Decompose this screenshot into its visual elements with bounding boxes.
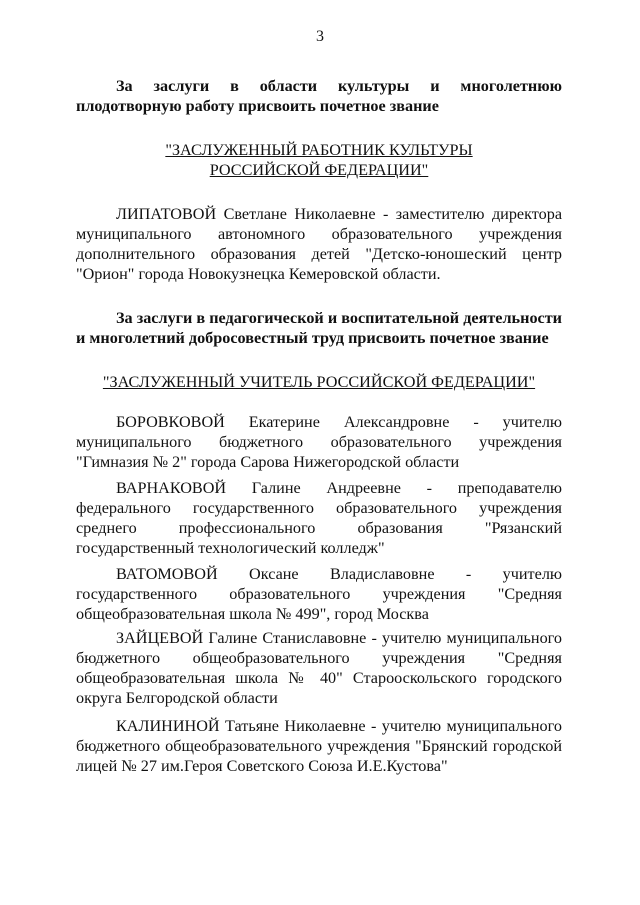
entry-line: "Гимназия № 2" города Сарова Нижегородской области [76,453,460,471]
title-line: "ЗАСЛУЖЕННЫЙ УЧИТЕЛЬ РОССИЙСКОЙ ФЕДЕРАЦИИ" [102,373,536,391]
awardee-entry-varnakova [76,478,562,558]
entry-line: среднего профессионального образования "Рязанский [76,519,562,537]
awardee-entry-zaytseva [76,628,562,708]
entry-line: государственного образовательного учреждения "Средняя [76,585,562,603]
entry-line: лицей № 27 им.Героя Советского Союза И.Е.Кустова" [76,757,448,775]
entry-line: бюджетного общеобразовательного учреждения "Средняя [76,649,562,667]
entry-line: общеобразовательная школа № 40" Старооскольского городского [76,669,562,687]
honorary-title-culture [76,140,562,180]
section-heading-culture [76,76,562,116]
heading-line: плодотворную работу присвоить почетное звание [76,97,439,115]
entry-line: округа Белгородской области [76,689,278,707]
entry-line: ЛИПАТОВОЙ Светлане Николаевне - заместителю директора [116,205,562,223]
entry-line: бюджетного общеобразовательного учреждения "Брянский городской [76,737,562,755]
entry-line: ВАРНАКОВОЙ Галине Андреевне - преподавателю [116,479,562,497]
awardee-entry-vatomova [76,564,562,624]
entry-line: муниципального автономного образовательного учреждения [76,225,562,243]
section-heading-teaching [76,308,562,348]
heading-line: За заслуги в педагогической и воспитательной деятельности [116,309,562,327]
entry-line: ВАТОМОВОЙ Оксане Владиславовне - учителю [116,565,562,583]
awardee-entry-kalinina [76,716,562,776]
awardee-entry-borovkova [76,412,562,472]
page-number: 3 [316,28,324,45]
entry-line: ЗАЙЦЕВОЙ Галине Станиславовне - учителю муниципального [116,629,562,647]
heading-line: и многолетний добросовестный труд присвоить почетное звание [76,329,549,347]
entry-line: дополнительного образования детей "Детско-юношеский центр [76,245,562,263]
awardee-entry-lipatova [76,204,562,284]
entry-line: КАЛИНИНОЙ Татьяне Николаевне - учителю муниципального [116,717,562,735]
title-line: "ЗАСЛУЖЕННЫЙ РАБОТНИК КУЛЬТУРЫ [165,141,473,159]
entry-line: муниципального бюджетного образовательного учреждения [76,433,562,451]
heading-line: За заслуги в области культуры и многолетнюю [116,77,562,95]
title-line: РОССИЙСКОЙ ФЕДЕРАЦИИ" [209,161,429,179]
entry-line: федерального государственного образовательного учреждения [76,499,562,517]
entry-line: общеобразовательная школа № 499", город Москва [76,605,429,623]
entry-line: государственный технологический колледж" [76,539,385,557]
entry-line: "Орион" города Новокузнецка Кемеровской области. [76,265,441,283]
honorary-title-teacher [76,372,562,392]
entry-line: БОРОВКОВОЙ Екатерине Александровне - учителю [116,413,562,431]
